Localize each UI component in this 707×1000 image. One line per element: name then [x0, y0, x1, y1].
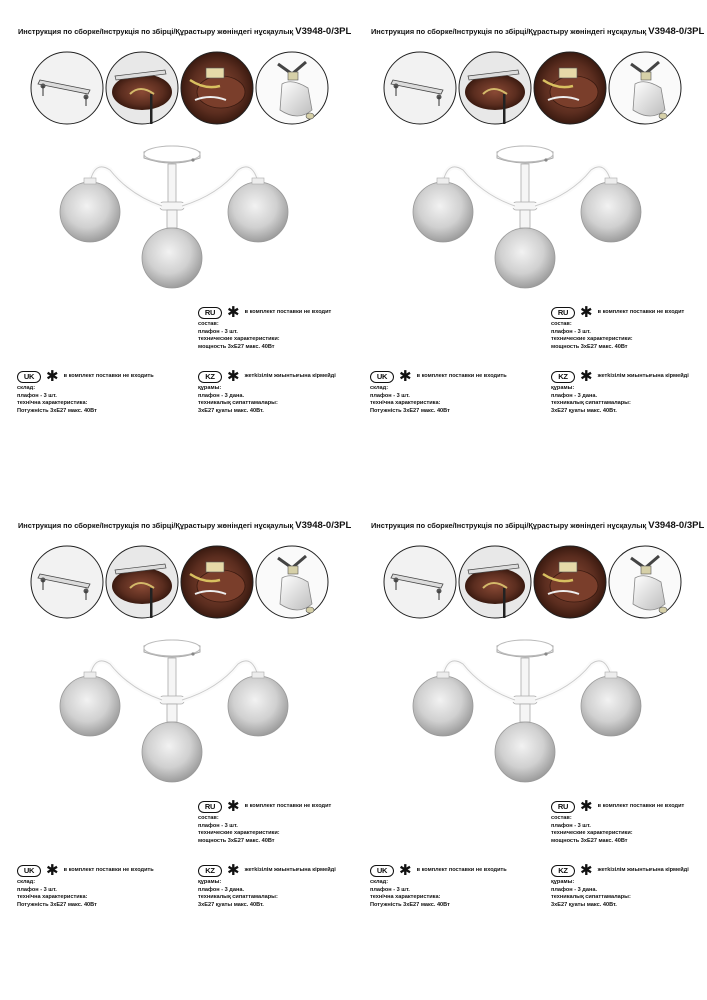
model-number: V3948-0/3PL [295, 26, 352, 37]
spec-line: склад: [17, 385, 36, 391]
step-2-canopy-base-icon [459, 52, 531, 124]
spec-line: Потужність 3хЕ27 макс. 40Вт [17, 901, 97, 908]
spec-line: мощность 3хЕ27 макс. 40Вт [198, 837, 275, 844]
asterisk-icon: ✱ [227, 368, 240, 385]
language-badge-ru: RU [198, 307, 222, 319]
not-included-note: в комплект поставки не входит [244, 803, 332, 810]
spec-block-uk [370, 862, 507, 909]
asterisk-icon: ✱ [399, 368, 412, 385]
step-1-mounting-bar-icon [31, 546, 103, 618]
language-badge-ru: RU [551, 307, 575, 319]
spec-line: техникалық сипаттамалары: [198, 894, 278, 901]
language-badge-kz: KZ [198, 865, 222, 877]
instruction-title [18, 520, 351, 531]
not-included-note: в комплект поставки не входит [597, 309, 685, 316]
spec-block-uk [17, 368, 154, 415]
spec-line: склад: [370, 385, 389, 391]
not-included-note: в комплект поставки не входит [597, 803, 685, 810]
spec-block-kz [551, 862, 689, 909]
spec-line: технічна характеристика: [370, 894, 441, 901]
title-text: Инструкция по сборке/Інструкція по збірці/Құрастыру жөніндегі нұсқаулық [371, 521, 647, 530]
spec-line: состав: [198, 321, 219, 327]
spec-block-kz [198, 368, 336, 415]
spec-line: 3хЕ27 қуаты макс. 40Вт. [551, 407, 617, 414]
instruction-panel-top-right [353, 0, 706, 500]
not-included-note: жетkізілім жиынтығына кірмейді [244, 373, 336, 380]
asterisk-icon: ✱ [580, 862, 593, 879]
spec-line: плафон - 3 шт. [17, 392, 57, 399]
asterisk-icon: ✱ [580, 798, 593, 815]
spec-block-ru [551, 304, 685, 351]
asterisk-icon: ✱ [227, 798, 240, 815]
step-3-wiring-icon [534, 546, 606, 618]
spec-line: плафон - 3 шт. [551, 328, 591, 335]
spec-line: плафон - 3 дана. [198, 886, 245, 893]
language-badge-ru: RU [198, 801, 222, 813]
instruction-title [371, 26, 704, 37]
spec-line: 3хЕ27 қуаты макс. 40Вт. [198, 901, 264, 908]
spec-line: технічна характеристика: [370, 400, 441, 407]
spec-line: плафон - 3 шт. [370, 392, 410, 399]
spec-line: техникалық сипаттамалары: [551, 894, 631, 901]
language-badge-uk: UK [370, 865, 394, 877]
spec-line: плафон - 3 шт. [370, 886, 410, 893]
spec-line: техникалық сипаттамалары: [198, 400, 278, 407]
spec-line: Потужність 3хЕ27 макс. 40Вт [17, 407, 97, 414]
spec-block-uk [17, 862, 154, 909]
step-2-canopy-base-icon [459, 546, 531, 618]
step-2-canopy-base-icon [106, 52, 178, 124]
step-3-wiring-icon [534, 52, 606, 124]
assembly-steps [30, 50, 330, 130]
language-badge-uk: UK [17, 371, 41, 383]
not-included-note: жетkізілім жиынтығына кірмейді [244, 867, 336, 874]
not-included-note: в комплект поставки не входить [416, 867, 507, 874]
model-number: V3948-0/3PL [648, 520, 705, 531]
step-4-shade-icon [609, 546, 681, 618]
step-1-mounting-bar-icon [31, 52, 103, 124]
model-number: V3948-0/3PL [295, 520, 352, 531]
spec-line: құрамы: [551, 879, 575, 885]
step-1-mounting-bar-icon [384, 52, 456, 124]
asterisk-icon: ✱ [580, 368, 593, 385]
not-included-note: в комплект поставки не входить [63, 867, 154, 874]
not-included-note: в комплект поставки не входить [416, 373, 507, 380]
spec-line: құрамы: [198, 385, 222, 391]
spec-line: құрамы: [551, 385, 575, 391]
spec-line: плафон - 3 шт. [551, 822, 591, 829]
language-badge-uk: UK [370, 371, 394, 383]
model-number: V3948-0/3PL [648, 26, 705, 37]
not-included-note: жетkізілім жиынтығына кірмейді [597, 867, 689, 874]
asterisk-icon: ✱ [399, 862, 412, 879]
spec-line: плафон - 3 шт. [198, 328, 238, 335]
spec-line: Потужність 3хЕ27 макс. 40Вт [370, 901, 450, 908]
instruction-title [371, 520, 704, 531]
chandelier-illustration [50, 634, 300, 794]
instruction-panel-bottom-left [0, 494, 353, 994]
title-text: Инструкция по сборке/Інструкція по збірці/Құрастыру жөніндегі нұсқаулық [371, 27, 647, 36]
spec-line: технічна характеристика: [17, 894, 88, 901]
title-text: Инструкция по сборке/Інструкція по збірці/Құрастыру жөніндегі нұсқаулық [18, 27, 294, 36]
spec-line: технические характеристики: [198, 336, 280, 343]
not-included-note: в комплект поставки не входит [244, 309, 332, 316]
language-badge-ru: RU [551, 801, 575, 813]
spec-line: 3хЕ27 қуаты макс. 40Вт. [551, 901, 617, 908]
chandelier-illustration [50, 140, 300, 300]
step-4-shade-icon [256, 52, 328, 124]
assembly-steps [30, 544, 330, 624]
spec-line: состав: [198, 815, 219, 821]
language-badge-uk: UK [17, 865, 41, 877]
spec-line: плафон - 3 дана. [198, 392, 245, 399]
spec-line: технічна характеристика: [17, 400, 88, 407]
spec-line: состав: [551, 321, 572, 327]
instruction-panel-bottom-right [353, 494, 706, 994]
spec-block-kz [551, 368, 689, 415]
spec-line: мощность 3хЕ27 макс. 40Вт [198, 343, 275, 350]
spec-line: мощность 3хЕ27 макс. 40Вт [551, 343, 628, 350]
spec-line: состав: [551, 815, 572, 821]
spec-block-kz [198, 862, 336, 909]
chandelier-illustration [403, 140, 653, 300]
step-3-wiring-icon [181, 52, 253, 124]
step-4-shade-icon [256, 546, 328, 618]
asterisk-icon: ✱ [46, 368, 59, 385]
not-included-note: в комплект поставки не входить [63, 373, 154, 380]
spec-line: құрамы: [198, 879, 222, 885]
asterisk-icon: ✱ [227, 304, 240, 321]
instruction-title [18, 26, 351, 37]
assembly-steps [383, 544, 683, 624]
spec-line: плафон - 3 дана. [551, 392, 598, 399]
language-badge-kz: KZ [551, 865, 575, 877]
spec-line: плафон - 3 шт. [198, 822, 238, 829]
title-text: Инструкция по сборке/Інструкція по збірці/Құрастыру жөніндегі нұсқаулық [18, 521, 294, 530]
asterisk-icon: ✱ [227, 862, 240, 879]
asterisk-icon: ✱ [580, 304, 593, 321]
spec-block-ru [198, 798, 332, 845]
spec-line: плафон - 3 дана. [551, 886, 598, 893]
spec-line: технические характеристики: [551, 336, 633, 343]
spec-line: склад: [370, 879, 389, 885]
step-1-mounting-bar-icon [384, 546, 456, 618]
language-badge-kz: KZ [198, 371, 222, 383]
spec-line: плафон - 3 шт. [17, 886, 57, 893]
spec-line: техникалық сипаттамалары: [551, 400, 631, 407]
language-badge-kz: KZ [551, 371, 575, 383]
spec-line: Потужність 3хЕ27 макс. 40Вт [370, 407, 450, 414]
assembly-steps [383, 50, 683, 130]
spec-line: мощность 3хЕ27 макс. 40Вт [551, 837, 628, 844]
spec-block-ru [198, 304, 332, 351]
spec-block-uk [370, 368, 507, 415]
spec-line: технические характеристики: [198, 830, 280, 837]
spec-block-ru [551, 798, 685, 845]
not-included-note: жетkізілім жиынтығына кірмейді [597, 373, 689, 380]
step-4-shade-icon [609, 52, 681, 124]
spec-line: склад: [17, 879, 36, 885]
spec-line: технические характеристики: [551, 830, 633, 837]
instruction-panel-top-left [0, 0, 353, 500]
step-2-canopy-base-icon [106, 546, 178, 618]
step-3-wiring-icon [181, 546, 253, 618]
asterisk-icon: ✱ [46, 862, 59, 879]
spec-line: 3хЕ27 қуаты макс. 40Вт. [198, 407, 264, 414]
chandelier-illustration [403, 634, 653, 794]
